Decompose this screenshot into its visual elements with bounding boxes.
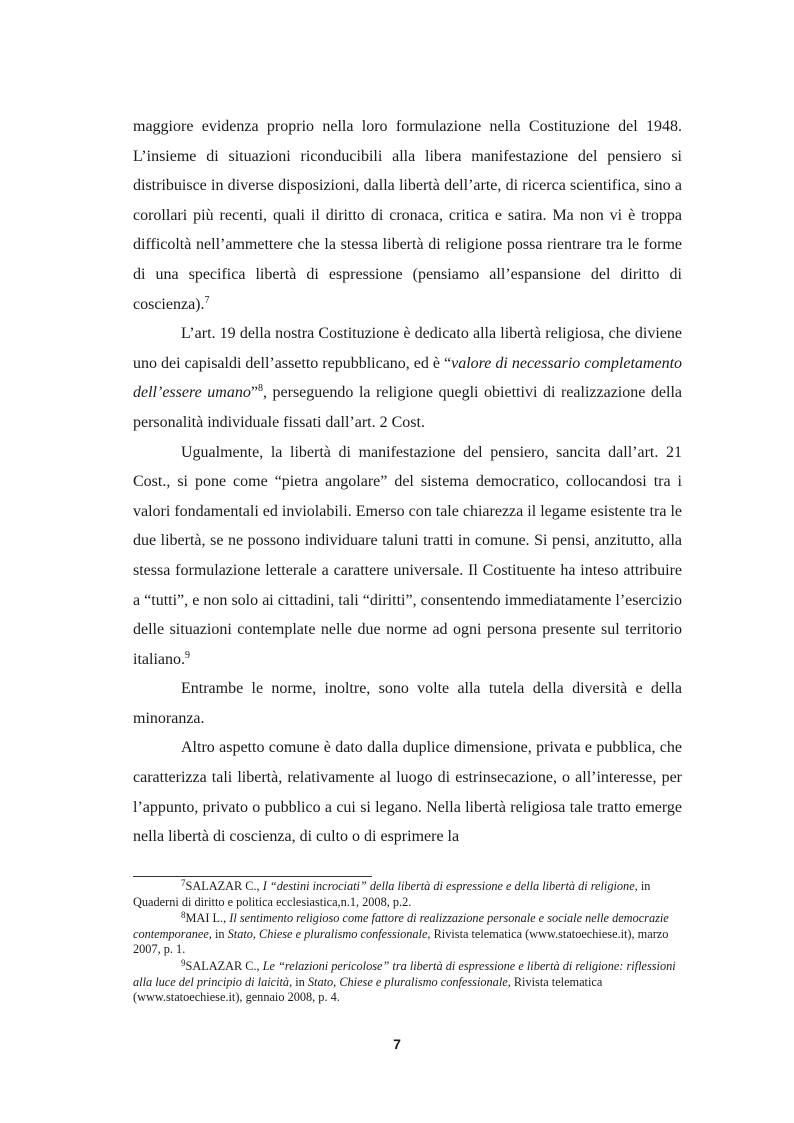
footnote-author: SALAZAR C., (185, 958, 260, 973)
footnote-ref-8: 8 (257, 383, 263, 395)
paragraph-5 (133, 733, 682, 851)
body-text (133, 112, 682, 852)
footnote-title: I “destini incrociati” della libertà di espressione e della libertà di religione, (262, 879, 638, 893)
page-number: 7 (393, 1036, 401, 1052)
footnote-number: 8 (181, 910, 186, 921)
paragraph-1 (133, 112, 682, 319)
paragraph-3 (133, 438, 682, 675)
paragraph-text: Entrambe le norme, inoltre, sono volte alla tutela della diversità e della minoranza. (133, 680, 682, 727)
footnote-title: Il sentimento religioso come fattore di realizzazione personale e sociale nelle democrazie contemporanee, (133, 911, 669, 941)
footnote-author: MAI L., (185, 911, 227, 926)
paragraph-text: , perseguendo la religione quegli obiettivi di realizzazione della personalità individuale fissati dall’art. 2 Cost. (133, 384, 683, 431)
footnote-ref-9: 9 (184, 649, 190, 661)
paragraph-text: L’art. 19 della nostra Costituzione è dedicato alla libertà religiosa, che diviene uno dei capisaldi dell’assetto repubblicano, ed è “ (133, 325, 682, 372)
footnote-source: Rivista telematica (www.statoechiese.it), gennaio 2008, p. 4. (133, 974, 603, 1005)
footnote-7 (133, 879, 682, 910)
footnote-separator (133, 876, 372, 877)
footnote-journal: Stato, Chiese e pluralismo confessionale, (227, 926, 431, 941)
paragraph-4 (133, 674, 682, 733)
italic-quote: valore di necessario completamento dell’essere umano (133, 354, 683, 402)
footnote-source: in Quaderni di diritto e politica ecclesiastica,n.1, 2008, p.2. (133, 879, 651, 909)
paragraph-2 (133, 319, 682, 437)
footnote-ref-7: 7 (204, 294, 210, 306)
paragraph-text: maggiore evidenza proprio nella loro formulazione nella Costituzione del 1948. L’insieme di situazioni riconducibili alla libera manifestazione del pensiero si distribuisce in diverse disposizioni, dalla libertà dell’arte, di ricerca scientifica, sino a corollari più recenti, quali il diritto di cronaca, critica e satira. Ma non vi è troppa difficoltà nell’ammettere che la stessa libertà di religione possa rientrare tra le forme di una specifica libertà di espressione (pensiamo all’espansione del diritto di coscienza). (133, 118, 682, 313)
footnote-connector: in (214, 926, 225, 941)
footnote-source: Rivista telematica (www.statoechiese.it), marzo 2007, p. 1. (133, 926, 669, 957)
footnotes (133, 879, 682, 1007)
footnote-connector: in (295, 974, 305, 989)
footnote-number: 7 (181, 878, 186, 888)
footnote-title: Le “relazioni pericolose” tra libertà di espressione e libertà di religione: riflessioni alla luce del principio di laicità, (133, 958, 676, 989)
footnote-journal: Stato, Chiese e pluralismo confessionale, (307, 974, 511, 989)
paragraph-text: Altro aspetto comune è dato dalla duplice dimensione, privata e pubblica, che caratterizza tali libertà, relativamente al luogo di estrinsecazione, o all’interesse, per l’appunto, privato o pubblico a cui si legano. Nella libertà religiosa tale tratto emerge nella libertà di coscienza, di culto o di esprimere la (133, 739, 682, 846)
footnote-8 (133, 911, 682, 958)
footnote-author: SALAZAR C., (185, 879, 260, 893)
closing-quote: ” (250, 384, 258, 402)
footnote-9 (133, 959, 682, 1006)
paragraph-text: Ugualmente, la libertà di manifestazione del pensiero, sancita dall’art. 21 Cost., si pone come “pietra angolare” del sistema democratico, collocandosi tra i valori fondamentali ed inviolabili. Emerso con tale chiarezza il legame esistente tra le due libertà, se ne possono individuare taluni tratti in comune. Si pensi, anzitutto, alla stessa formulazione letterale a carattere universale. Il Costituente ha inteso attribuire a “tutti”, e non solo ai cittadini, tali “diritti”, consentendo immediatamente l’esercizio delle situazioni contemplate nelle due norme ad ogni persona presente sul territorio italiano. (133, 443, 682, 668)
footnote-number: 9 (181, 957, 186, 968)
